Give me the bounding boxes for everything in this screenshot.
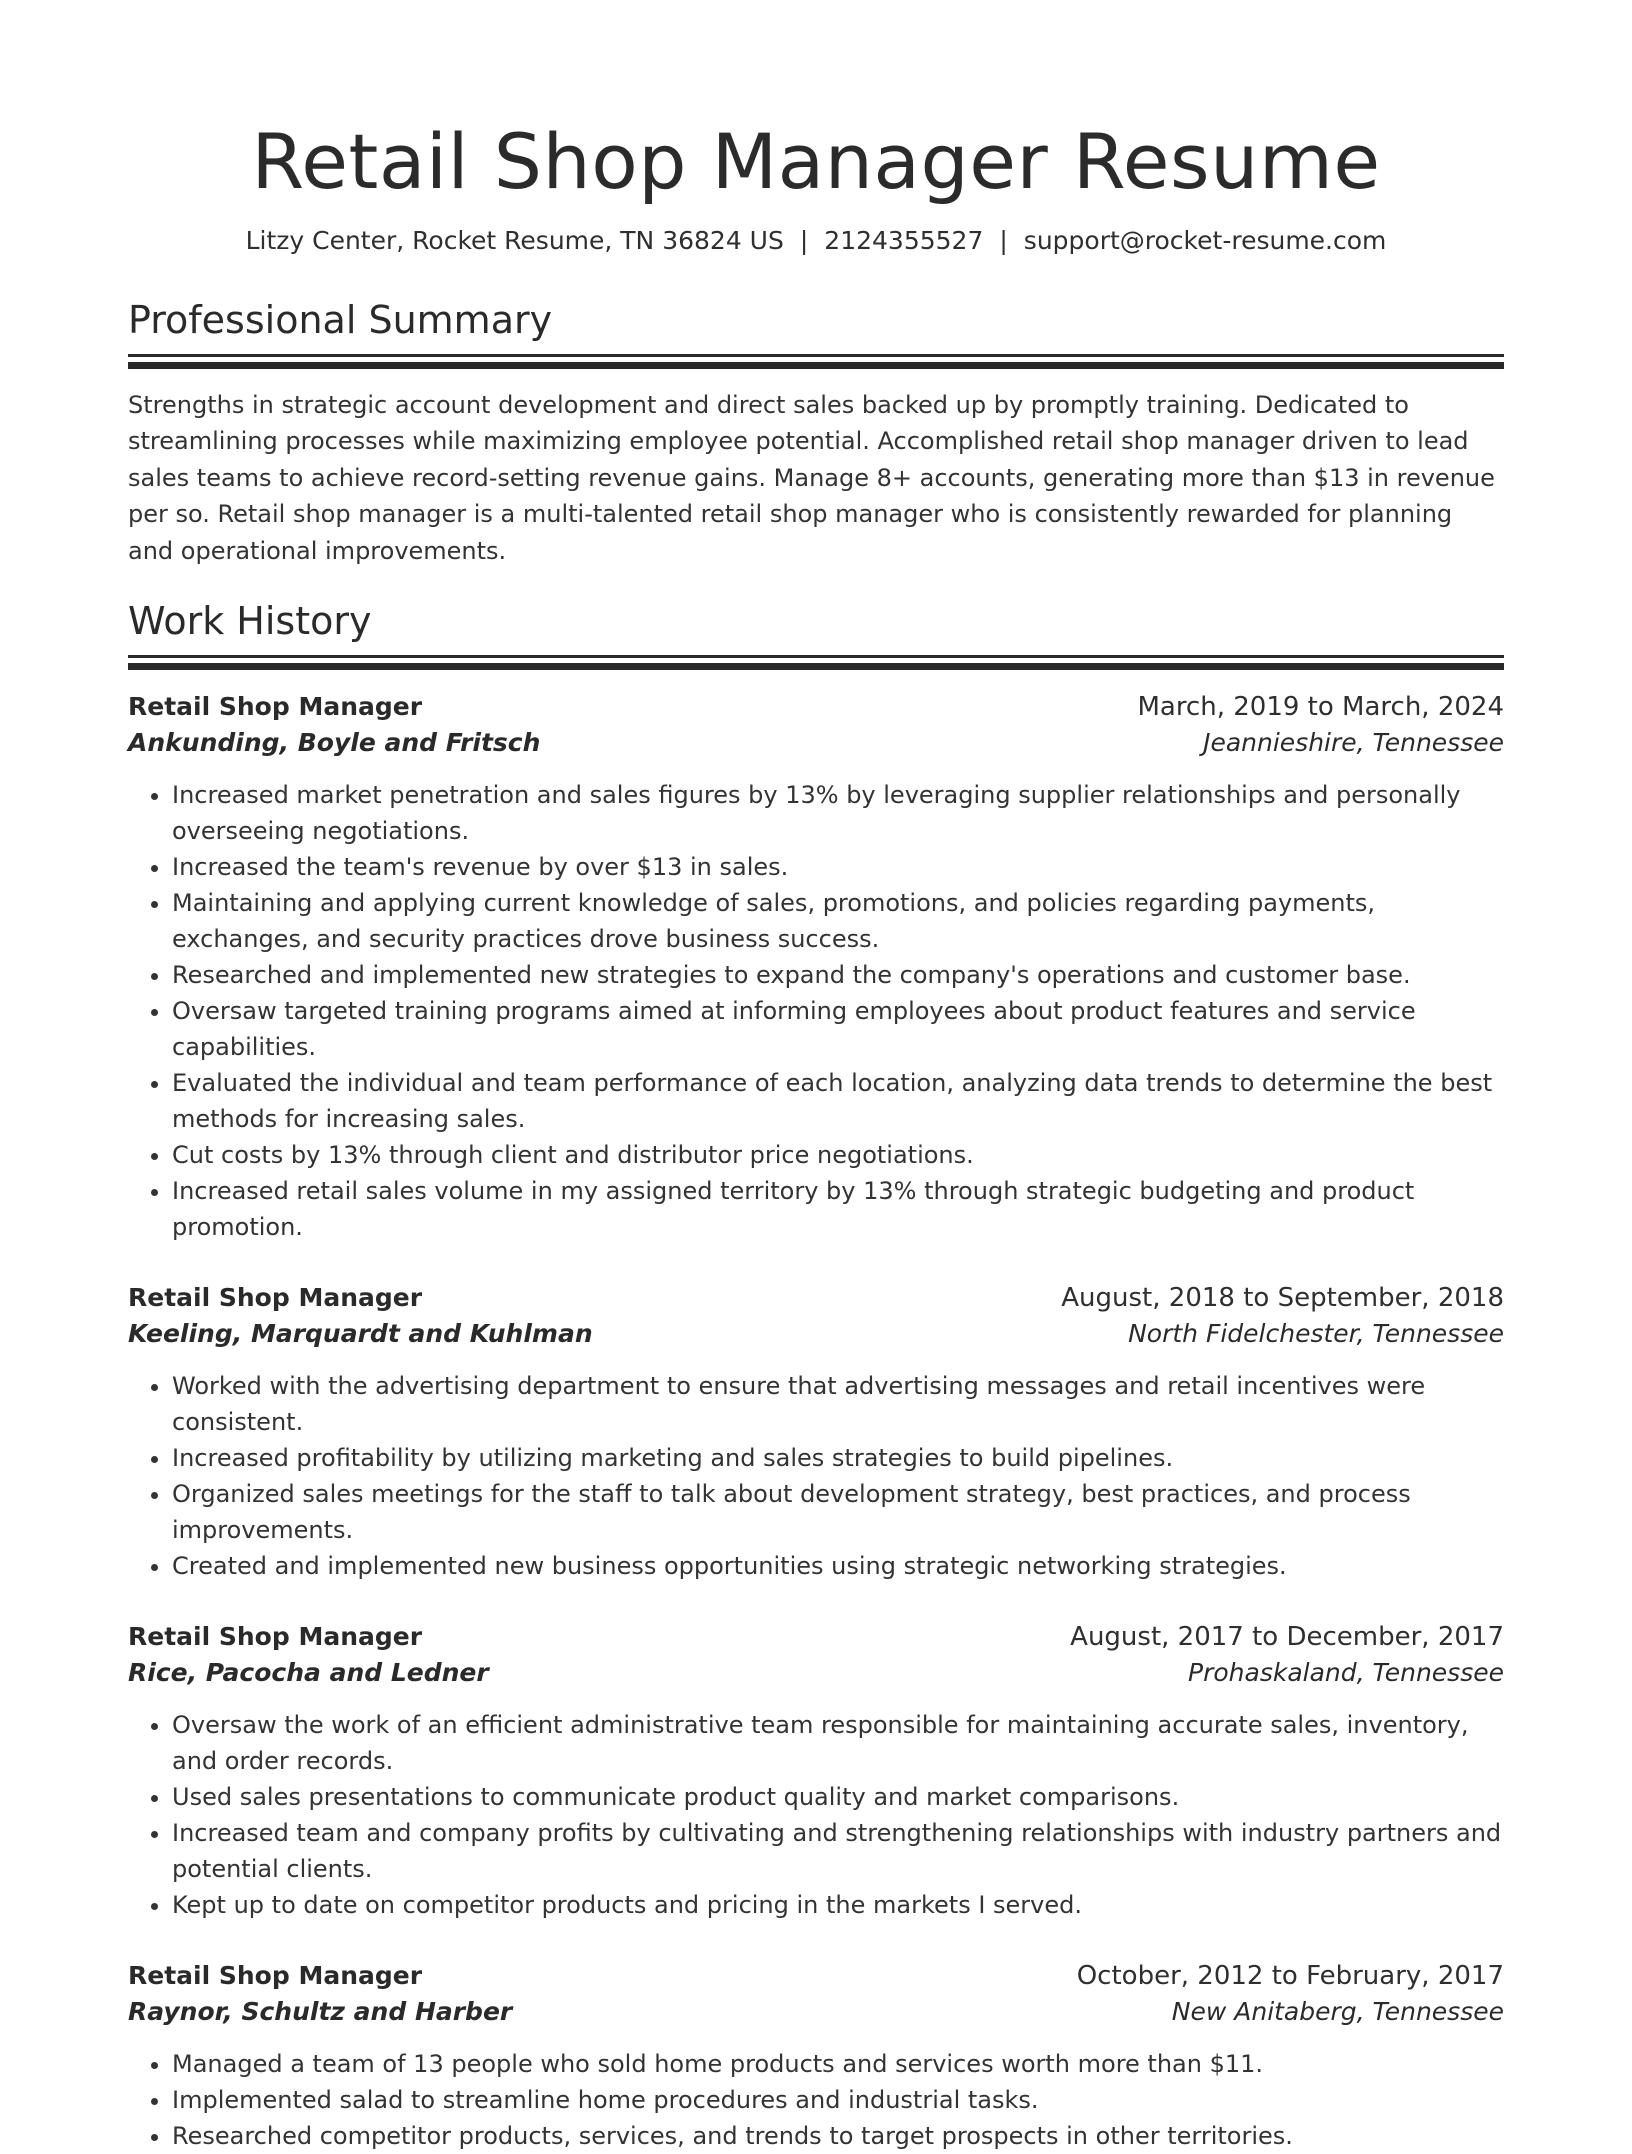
- job-bullet: • Implemented salad to streamline home procedures and industrial tasks.: [172, 2082, 1504, 2118]
- job-bullet: • Oversaw the work of an efficient administrative team responsible for maintaining accurate sales, inventory, and order records.: [172, 1707, 1504, 1779]
- resume-page: [128, 0, 1504, 2154]
- job-dates: August, 2018 to September, 2018: [1061, 1283, 1504, 1314]
- job-location: Prohaskaland, Tennessee: [1188, 1658, 1504, 1688]
- page-title: Retail Shop Manager Resume: [251, 117, 1381, 206]
- job-company: Rice, Pacocha and Ledner: [128, 1658, 489, 1688]
- job-bullet: • Evaluated the individual and team performance of each location, analyzing data trends to determine the best methods for increasing sales.: [172, 1065, 1504, 1137]
- job-dates: August, 2017 to December, 2017: [1070, 1622, 1504, 1653]
- job-location: North Fidelchester, Tennessee: [1128, 1319, 1504, 1349]
- job-bullet: • Used sales presentations to communicate product quality and market comparisons.: [172, 1779, 1504, 1815]
- section-divider-thick: [128, 663, 1504, 670]
- work-history-section: [128, 599, 1504, 2154]
- job-company: Ankunding, Boyle and Fritsch: [128, 728, 541, 758]
- section-divider-thick: [128, 362, 1504, 369]
- job-bullet: • Increased profitability by utilizing marketing and sales strategies to build pipelines.: [172, 1440, 1504, 1476]
- job-bullet: • Managed a team of 13 people who sold home products and services worth more than $11.: [172, 2046, 1504, 2082]
- job-bullets: [128, 2046, 1504, 2154]
- job-entry: [128, 1961, 1504, 2154]
- job-location: Jeannieshire, Tennessee: [1203, 728, 1504, 758]
- job-bullet: • Oversaw targeted training programs aimed at informing employees about product features and service capabilities.: [172, 993, 1504, 1065]
- job-header: [128, 692, 1504, 722]
- section-divider: [128, 354, 1504, 357]
- job-bullet: • Kept up to date on competitor products and pricing in the markets I served.: [172, 1887, 1504, 1923]
- job-title: Retail Shop Manager: [128, 1283, 423, 1313]
- job-header: [128, 1283, 1504, 1313]
- job-subheader: [128, 1658, 1504, 1687]
- job-dates: March, 2019 to March, 2024: [1137, 692, 1504, 723]
- section-heading-summary: Professional Summary: [128, 298, 553, 343]
- job-bullet: • Increased market penetration and sales figures by 13% by leveraging supplier relationships and personally overseeing negotiations.: [172, 777, 1504, 849]
- job-subheader: [128, 1319, 1504, 1348]
- job-bullet: • Organized sales meetings for the staff to talk about development strategy, best practices, and process improvements.: [172, 1476, 1504, 1548]
- job-entry: [128, 1283, 1504, 1584]
- section-heading-work-history: Work History: [128, 599, 372, 644]
- contact-separator: |: [799, 226, 809, 256]
- job-header: [128, 1622, 1504, 1652]
- job-title: Retail Shop Manager: [128, 692, 423, 722]
- job-dates: October, 2012 to February, 2017: [1076, 1961, 1504, 1992]
- job-bullet: • Maintaining and applying current knowledge of sales, promotions, and policies regarding payments, exchanges, and security practices drove business success.: [172, 885, 1504, 957]
- job-bullet: • Created and implemented new business opportunities using strategic networking strategies.: [172, 1548, 1504, 1584]
- job-header: [128, 1961, 1504, 1991]
- job-bullets: [128, 777, 1504, 1245]
- job-company: Keeling, Marquardt and Kuhlman: [128, 1319, 593, 1349]
- job-bullets: [128, 1368, 1504, 1584]
- job-bullet: • Increased retail sales volume in my assigned territory by 13% through strategic budgeting and product promotion.: [172, 1173, 1504, 1245]
- contact-email: support@rocket-resume.com: [1023, 226, 1387, 256]
- job-entry: [128, 692, 1504, 1245]
- job-bullet: • Cut costs by 13% through client and distributor price negotiations.: [172, 1137, 1504, 1173]
- job-location: New Anitaberg, Tennessee: [1171, 1997, 1504, 2027]
- summary-text: Strengths in strategic account development and direct sales backed up by promptly training. Dedicated to streamlining processes while maximizing employee potential. Accomplished retail shop manager driven to lead sales teams to achieve record-setting revenue gains. Manage 8+ accounts, generating more than $13 in revenue per so. Retail shop manager is a multi-talented retail shop manager who is consistently rewarded for planning and operational improvements.: [128, 390, 1495, 565]
- job-subheader: [128, 728, 1504, 757]
- contact-line: [128, 223, 1504, 258]
- job-bullet: • Increased team and company profits by cultivating and strengthening relationships with industry partners and potential clients.: [172, 1815, 1504, 1887]
- job-title: Retail Shop Manager: [128, 1622, 423, 1652]
- job-company: Raynor, Schultz and Harber: [128, 1997, 513, 2027]
- job-bullet: • Worked with the advertising department to ensure that advertising messages and retail incentives were consistent.: [172, 1368, 1504, 1440]
- contact-phone: 2124355527: [824, 226, 984, 256]
- job-bullet: • Researched competitor products, services, and trends to target prospects in other territories.: [172, 2118, 1504, 2154]
- job-bullet: • Increased the team's revenue by over $13 in sales.: [172, 849, 1504, 885]
- job-title: Retail Shop Manager: [128, 1961, 423, 1991]
- job-bullets: [128, 1707, 1504, 1923]
- job-subheader: [128, 1997, 1504, 2026]
- contact-address: Litzy Center, Rocket Resume, TN 36824 US: [245, 226, 784, 256]
- professional-summary-section: [128, 298, 1504, 569]
- job-entry: [128, 1622, 1504, 1923]
- job-bullet: • Researched and implemented new strategies to expand the company's operations and customer base.: [172, 957, 1504, 993]
- section-divider: [128, 655, 1504, 658]
- contact-separator: |: [999, 226, 1008, 256]
